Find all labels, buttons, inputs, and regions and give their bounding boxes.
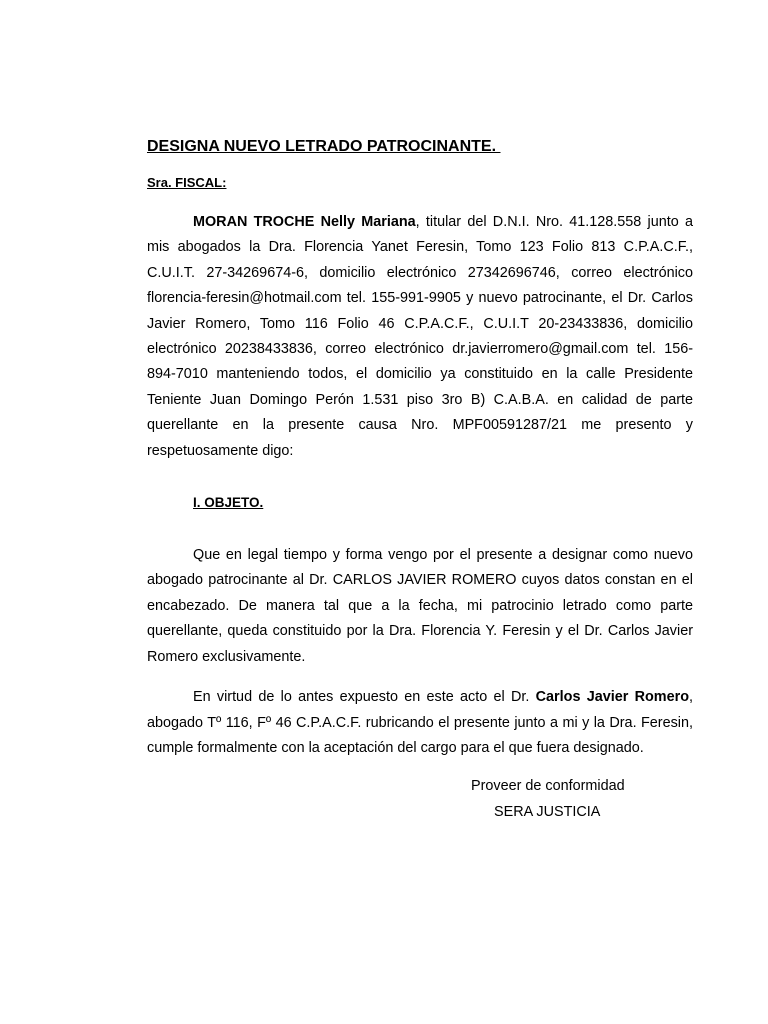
closing-line-2: SERA JUSTICIA — [494, 803, 601, 820]
objeto-paragraph: Que en legal tiempo y forma vengo por el presente a designar como nuevo abogado patrocinante al Dr. CARLOS JAVIER ROMERO cuyos datos constan en el encabezado. De manera tal que a la fecha, mi patrocinio letrado como parte querellante, queda constituido por la Dra. Florencia Y. Feresin y el Dr. Carlos Javier Romero exclusivamente. — [147, 547, 693, 665]
closing-block — [147, 774, 693, 825]
addressee: Sra. FISCAL: — [147, 175, 227, 190]
closing-line-1: Proveer de conformidad — [471, 778, 625, 795]
document-page — [147, 136, 693, 825]
virtud-text-before: En virtud de lo antes expuesto en este acto el Dr. — [193, 689, 536, 706]
intro-text: , titular del D.N.I. Nro. 41.128.558 junto a mis abogados la Dra. Florencia Yanet Feresin, Tomo 123 Folio 813 C.P.A.C.F., C.U.I.T. 27-34269674-6, domicilio electrónico 27342696746, correo electrónico florencia-feresin@hotmail.com tel. 155-991-9905 y nuevo patrocinante, el Dr. Carlos Javier Romero, Tomo 116 Folio 46 C.P.A.C.F., C.U.I.T 20-23433836, domicilio electrónico 20238433836, correo electrónico dr.javierromero@gmail.com tel. 156-894-7010 manteniendo todos, el domicilio ya constituido en la calle Presidente Teniente Juan Domingo Perón 1.531 piso 3ro B) C.A.B.A. en calidad de parte querellante en la presente causa Nro. MPF00591287/21 me presento y respetuosamente digo: — [147, 214, 693, 459]
virtud-paragraph — [147, 685, 693, 761]
virtud-text-after: , abogado Tº 116, Fº 46 C.P.A.C.F. rubricando el presente junto a mi y la Dra. Feresin, cumple formalmente con la aceptación del cargo para el que fuera designado. — [147, 689, 693, 756]
intro-paragraph — [147, 210, 693, 464]
section-heading-objeto: I. OBJETO. — [193, 495, 264, 511]
document-title: DESIGNA NUEVO LETRADO PATROCINANTE. — [147, 138, 501, 155]
petitioner-name: MORAN TROCHE Nelly Mariana — [193, 214, 416, 230]
lawyer-name: Carlos Javier Romero — [535, 689, 689, 706]
